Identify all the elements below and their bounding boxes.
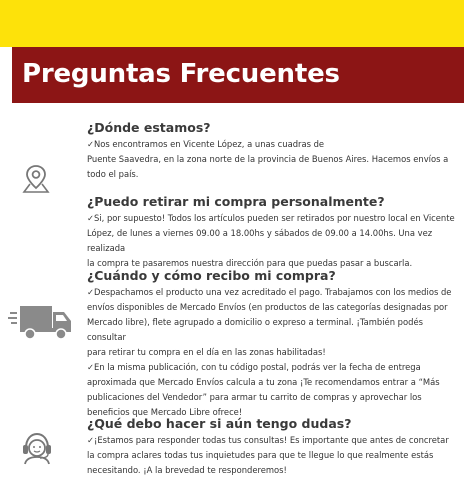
title-banner [12, 47, 464, 103]
faq-answer-line: ✓En la misma publicación, con tu código postal, podrás ver la fecha de entrega [87, 362, 421, 372]
faq-answer-line: ✓Nos encontramos en Vicente López, a unas cuadras de [87, 139, 325, 149]
faq-answer-line: para retirar tu compra en el día en las zonas habilitadas! [87, 347, 326, 357]
faq-question: ¿Cuándo y cómo recibo mi compra? [87, 268, 336, 283]
faq-answer-line: publicaciones del Vendedor” para armar tu carrito de compras y aprovechar los [87, 392, 422, 402]
faq-answer-line: la compra aclares todas tus inquietudes para que te llegue lo que realmente estás [87, 450, 434, 460]
faq-question: ¿Qué debo hacer si aún tengo dudas? [87, 416, 352, 431]
faq-answer-line: la compra te pasaremos nuestra dirección para que puedas pasar a buscarla. [87, 258, 413, 268]
faq-item-pickup [87, 194, 457, 271]
faq-answer-line: ✓Despachamos el producto una vez acreditado el pago. Trabajamos con los medios de [87, 287, 452, 297]
page-title: Preguntas Frecuentes [22, 59, 340, 89]
faq-answer-line: Mercado libre), flete agrupado a domicilio o expreso a terminal. ¡También podés consultar [87, 317, 423, 342]
faq-answer-line: aproximada que Mercado Envíos calcula a tu zona ¡Te recomendamos entrar a “Más [87, 377, 440, 387]
faq-answer-line: beneficios que Mercado Libre ofrece! [87, 407, 243, 417]
top-yellow-band [0, 0, 464, 47]
faq-answer-line: López, de lunes a viernes 09.00 a 18.00hs y sábados de 09.00 a 14.00hs. Una vez realizada [87, 228, 433, 253]
faq-question: ¿Puedo retirar mi compra personalmente? [87, 194, 385, 209]
faq-answer-line: necesitando. ¡A la brevedad te responderemos! [87, 465, 287, 475]
faq-question: ¿Dónde estamos? [87, 120, 211, 135]
delivery-truck-icon [8, 300, 74, 342]
faq-answer-line: ✓Si, por supuesto! Todos los artículos pueden ser retirados por nuestro local en Vicente [87, 213, 455, 223]
faq-answer-line: envíos disponibles de Mercado Envíos (en productos de las categorías designadas por [87, 302, 448, 312]
faq-item-delivery [87, 268, 457, 420]
faq-item-questions [87, 416, 457, 478]
faq-answer-line: ✓¡Estamos para responder todas tus consultas! Es importante que antes de concretar [87, 435, 449, 445]
headset-support-icon [20, 430, 54, 466]
location-pin-icon [22, 164, 50, 194]
faq-item-location [87, 120, 457, 182]
faq-answer-line: Puente Saavedra, en la zona norte de la provincia de Buenos Aires. Hacemos envíos a [87, 154, 449, 164]
faq-answer-line: todo el país. [87, 169, 139, 179]
